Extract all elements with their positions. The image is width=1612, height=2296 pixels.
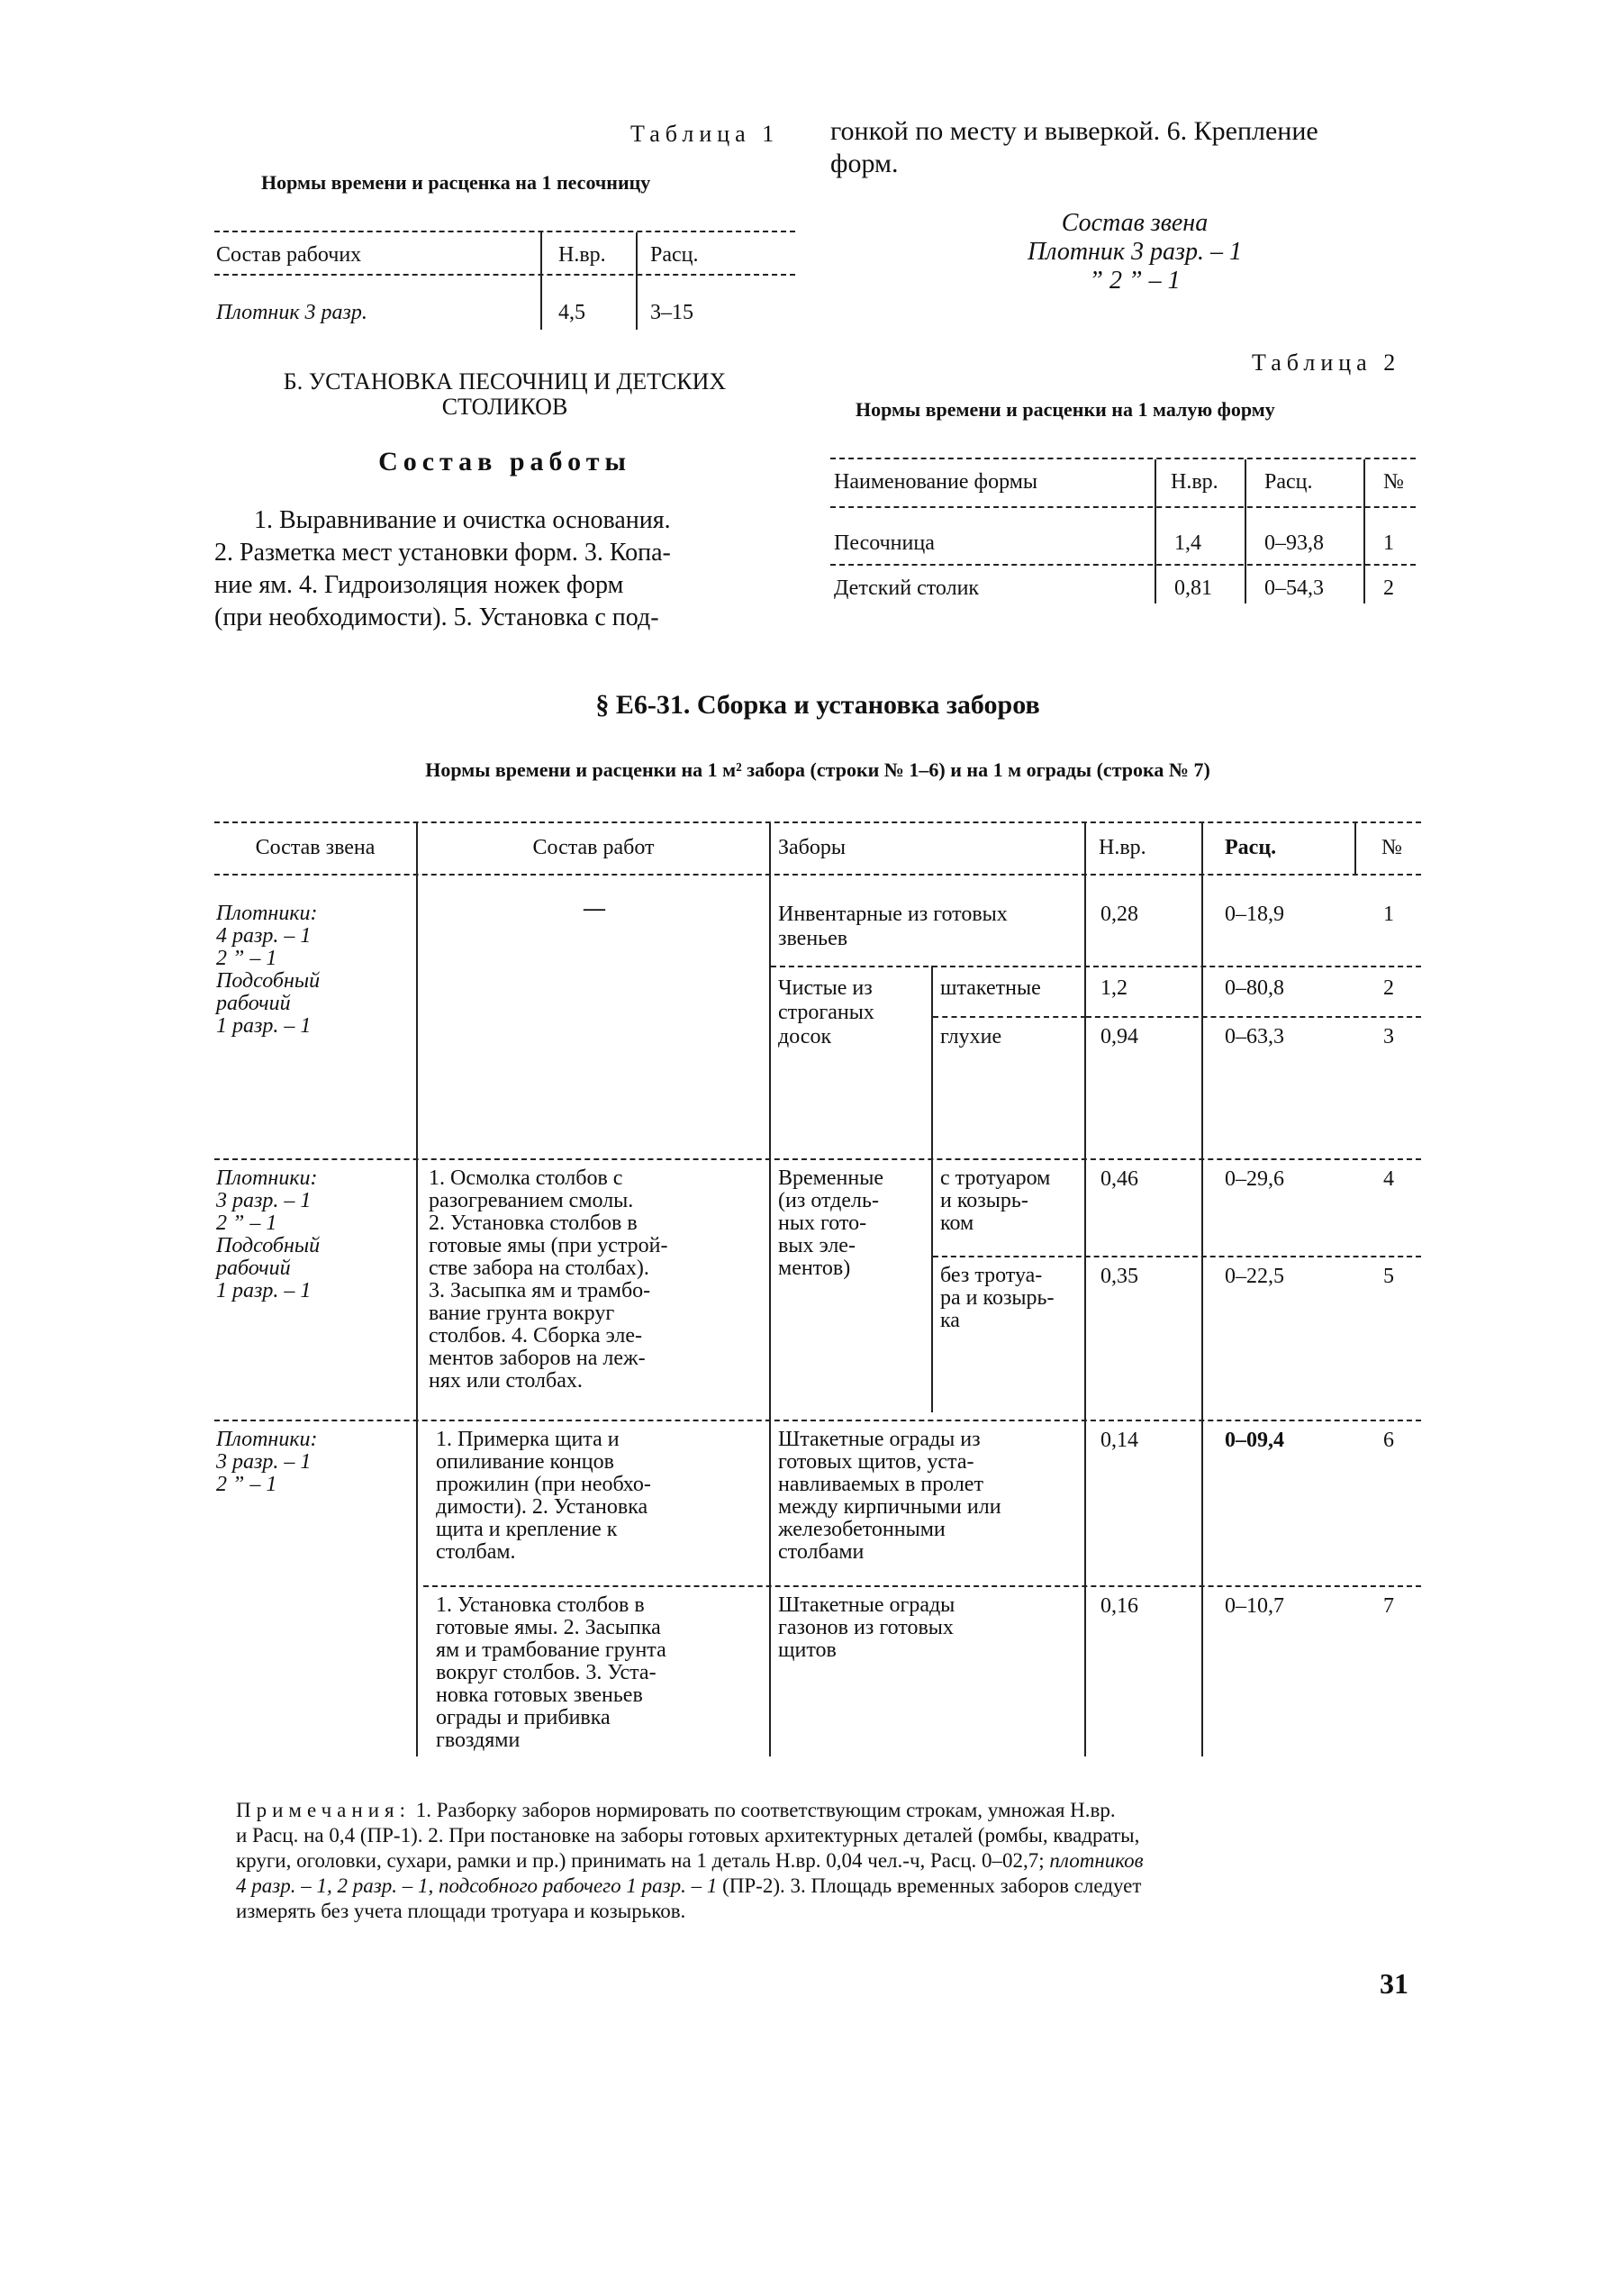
section-subtitle: Нормы времени и расценки на 1 м² забора (строки № 1–6) и на 1 м ограды (строка № 7) <box>425 758 1210 781</box>
table1-label: Таблица 1 <box>630 121 780 147</box>
table3-row6-num: 6 <box>1383 1429 1394 1452</box>
crew-line: Плотник 3 разр. – 1 <box>1028 238 1242 266</box>
section-heading: § Е6-31. Сборка и установка заборов <box>595 690 1040 720</box>
table3-work-row6: 1. Примерка щита и опиливание концов прожилин (при необхо- димости). 2. Установка щита и крепление к столбам. <box>436 1428 651 1564</box>
notes <box>236 1798 1443 1924</box>
table2-label: Таблица 2 <box>1252 349 1401 376</box>
table2-row2-num: 2 <box>1383 576 1394 600</box>
table2-top-rule <box>830 458 1416 459</box>
notes-text: 1. Разборку заборов нормировать по соответствующим строкам, умножая Н.вр. <box>415 1799 1116 1821</box>
table3-row6-fence: Штакетные ограды из готовых щитов, уста- навливаемых в пролет между кирпичными или железобетонными столбами <box>778 1428 1001 1564</box>
table2-header-name: Наименование формы <box>834 470 1038 494</box>
section-b-line: 1. Выравнивание и очистка основания. <box>254 506 671 534</box>
table3-row2-norm: 1,2 <box>1100 976 1127 1000</box>
table3-col-divider <box>1354 823 1356 874</box>
table3-row1-rate: 0–18,9 <box>1225 903 1284 926</box>
table3-row3-rate: 0–63,3 <box>1225 1025 1284 1048</box>
crew-block <box>955 209 1315 295</box>
section-b-line: ние ям. 4. Гидроизоляция ножек форм <box>214 571 624 599</box>
table3-row1-num: 1 <box>1383 903 1394 926</box>
table3-row7-rate: 0–10,7 <box>1225 1594 1284 1618</box>
notes-line: измерять без учета площади тротуара и козырьков. <box>236 1900 686 1922</box>
section-b-heading <box>214 369 795 420</box>
table3-col-divider <box>1201 823 1203 1756</box>
notes-text: круги, оголовки, сухари, рамки и пр.) принимать на 1 деталь Н.вр. 0,04 чел.-ч, Расц. 0–02,7; <box>236 1849 1045 1872</box>
table3-row3-norm: 0,94 <box>1100 1025 1138 1048</box>
section-b-continuation <box>830 115 1318 180</box>
table2-row2-name: Детский столик <box>834 576 980 600</box>
table2-col-divider <box>1363 459 1365 603</box>
table3-group-rule <box>214 1420 1421 1421</box>
table1-cell-rate: 3–15 <box>650 301 693 324</box>
notes-text: 4 разр. – 1, 2 разр. – 1, подсобного рабочего 1 разр. – 1 <box>236 1874 718 1897</box>
table1-header-rule <box>214 274 795 276</box>
table3-row5-rate: 0–22,5 <box>1225 1265 1284 1288</box>
section-b-text <box>214 504 800 634</box>
table1-header-composition: Состав рабочих <box>216 243 362 267</box>
table3-temp-group: Временные (из отдель- ных гото- вых эле- ментов) <box>778 1166 883 1280</box>
table3-row4-rate: 0–29,6 <box>1225 1167 1284 1191</box>
table2-row1-num: 1 <box>1383 531 1394 555</box>
table3-col-divider <box>1084 823 1086 1756</box>
table3-clean-group: Чистые из строганых досок <box>778 976 874 1048</box>
notes-text: (ПР-2). 3. Площадь временных заборов следует <box>722 1874 1142 1897</box>
table2-row2-rate: 0–54,3 <box>1264 576 1324 600</box>
table3-header-norm: Н.вр. <box>1099 836 1146 859</box>
table1-cell-norm: 4,5 <box>558 301 585 324</box>
table3-row2-rate: 0–80,8 <box>1225 976 1284 1000</box>
table1-cell-worker: Плотник 3 разр. <box>216 301 367 324</box>
table2-header-rule <box>830 506 1416 508</box>
table2-header-rate: Расц. <box>1264 470 1313 494</box>
table2-row1-name: Песочница <box>834 531 935 555</box>
table3-subrow-rule <box>933 1016 1086 1018</box>
table3-row5-type: без тротуа- ра и козырь- ка <box>940 1264 1055 1332</box>
continuation-line: форм. <box>830 149 899 178</box>
table3-row7-norm: 0,16 <box>1100 1594 1138 1618</box>
table3-row3-type: глухие <box>940 1025 1002 1048</box>
table2-row2-norm: 0,81 <box>1174 576 1212 600</box>
table2-col-divider <box>1155 459 1156 603</box>
notes-line <box>236 1798 1443 1823</box>
table1-col-divider <box>540 232 542 330</box>
table3-crew-group2: Плотники: 3 разр. – 1 2 ” – 1 Подсобный рабочий 1 разр. – 1 <box>216 1166 321 1302</box>
table3-row5-num: 5 <box>1383 1265 1394 1288</box>
table3-crew-group1: Плотники: 4 разр. – 1 2 ” – 1 Подсобный рабочий 1 разр. – 1 <box>216 902 321 1038</box>
table3-header-rate: Расц. <box>1225 836 1277 859</box>
section-b-line: (при необходимости). 5. Установка с под- <box>214 603 659 631</box>
table3-row2-num: 2 <box>1383 976 1394 1000</box>
table3-group-rule <box>214 1158 1421 1160</box>
table3-row2-type: штакетные <box>940 976 1041 1000</box>
table3-work-group2: 1. Осмолка столбов с разогреванием смолы. 2. Установка столбов в готовые ямы (при устрой- стве забора на столбах). 3. Засыпка ям и трамбо- вание грунта вокруг столбов. 4. Сборка эле- ментов заборов на леж- нях или столбах. <box>429 1166 668 1393</box>
table1-header-rate: Расц. <box>650 243 699 267</box>
table1-header-norm: Н.вр. <box>558 243 606 267</box>
table1-title: Нормы времени и расценка на 1 песочницу <box>261 171 651 194</box>
notes-text: плотников <box>1049 1849 1144 1872</box>
table2-col-divider <box>1245 459 1246 603</box>
table3-top-rule <box>214 821 1421 823</box>
notes-line: и Расц. на 0,4 (ПР-1). 2. При постановке на заборы готовых архитектурных деталей (ромбы, квадраты, <box>236 1824 1140 1847</box>
table3-header-num: № <box>1381 836 1402 859</box>
table3-row6-norm: 0,14 <box>1100 1429 1138 1452</box>
table3-dash: — <box>584 897 605 921</box>
table3-row7-num: 7 <box>1383 1594 1394 1618</box>
table3-col-divider <box>931 966 933 1412</box>
notes-line <box>236 1848 1443 1874</box>
table3-row7-fence: Штакетные ограды газонов из готовых щитов <box>778 1593 955 1662</box>
table3-row4-num: 4 <box>1383 1167 1394 1191</box>
table3-row-rule <box>933 1256 1421 1257</box>
page-number: 31 <box>1380 1967 1408 2000</box>
table2-row1-rate: 0–93,8 <box>1264 531 1324 555</box>
table3-crew-group3: Плотники: 3 разр. – 1 2 ” – 1 <box>216 1428 318 1496</box>
table3-row4-norm: 0,46 <box>1100 1167 1138 1191</box>
table2-header-norm: Н.вр. <box>1171 470 1218 494</box>
notes-line <box>236 1874 1443 1899</box>
table3-row-rule <box>423 1585 1421 1587</box>
table3-row-rule <box>1086 1016 1421 1018</box>
table3-header-work: Состав работ <box>532 836 655 859</box>
table3-row3-num: 3 <box>1383 1025 1394 1048</box>
table3-col-divider <box>416 823 418 1756</box>
table1-top-rule <box>214 231 795 232</box>
table3-row4-type: с тротуаром и козырь- ком <box>940 1166 1051 1235</box>
table2-row-rule <box>830 564 1416 566</box>
table1-col-divider <box>636 232 638 330</box>
section-b-heading-line2: СТОЛИКОВ <box>441 394 568 420</box>
table2-row1-norm: 1,4 <box>1174 531 1201 555</box>
continuation-line: гонкой по месту и выверкой. 6. Крепление <box>830 116 1318 146</box>
table3-header-rule <box>214 874 1421 876</box>
table2-header-num: № <box>1383 470 1404 494</box>
crew-line: ” 2 ” – 1 <box>1089 267 1181 295</box>
table3-row1-norm: 0,28 <box>1100 903 1138 926</box>
table3-row-rule <box>771 966 1421 967</box>
table3-col-divider <box>769 823 771 1756</box>
table3-header-crew: Состав звена <box>255 836 376 859</box>
table3-header-fences: Заборы <box>778 836 847 859</box>
table3-row5-norm: 0,35 <box>1100 1265 1138 1288</box>
section-b-work-title: Состав работы <box>378 447 631 476</box>
table3-work-row7: 1. Установка столбов в готовые ямы. 2. Засыпка ям и трамбование грунта вокруг столбов. 3. Уста- новка готовых звеньев ограды и прибивка гвоздями <box>436 1593 666 1752</box>
table2-title: Нормы времени и расценки на 1 малую форму <box>856 398 1275 421</box>
table3-row6-rate: 0–09,4 <box>1225 1429 1284 1452</box>
section-b-heading-line1: Б. УСТАНОВКА ПЕСОЧНИЦ И ДЕТСКИХ <box>283 368 727 395</box>
crew-title: Состав звена <box>1061 209 1209 237</box>
section-b-line: 2. Разметка мест установки форм. 3. Копа- <box>214 539 671 567</box>
table3-row1-fence: Инвентарные из готовых звеньев <box>778 903 1008 950</box>
notes-label: Примечания: <box>236 1799 411 1821</box>
